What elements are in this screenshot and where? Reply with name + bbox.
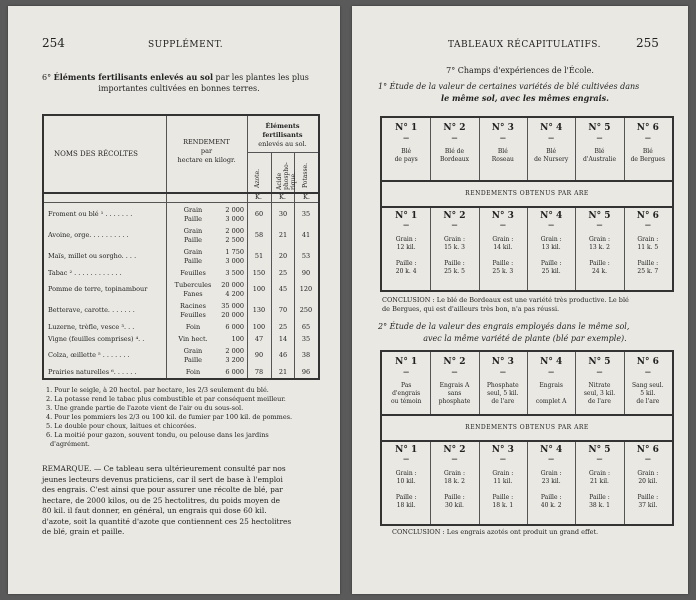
paille-value: 40 k. 2 [540,502,562,509]
plot-number: N° 4 [540,211,563,221]
crop-part: Grain [183,227,203,235]
plot-label: Bordeaux [439,156,470,163]
grain-value: 12 kil. [396,244,416,251]
study2-title: 2° Étude de la valeur des engrais employés dans le même sol, [378,322,630,331]
azote-value: 90 [254,351,264,359]
col-header-rendement: RENDEMENT par hectare en kilogr. [177,138,236,164]
plot-number: N° 1 [395,211,418,221]
variety-grid [380,116,674,292]
potasse-value: 35 [301,335,311,343]
acide-value: 20 [278,252,288,260]
paille-label: Paille : [540,494,562,501]
crop-part: Paille [183,356,203,364]
dash-mark: — [403,456,410,463]
paille-value: 25 k. 3 [492,268,514,275]
plot-label: seul, 3 kil. [583,390,616,397]
dash-mark: — [596,369,603,376]
dash-mark: — [403,369,410,376]
paille-value: 30 kil. [445,502,464,509]
paille-label: Paille : [395,260,417,267]
section-title-line2: importantes cultivées en bonnes terres. [98,84,260,93]
footnotes [46,386,336,449]
plot-label: de l'are [636,398,660,405]
grain-label: Grain : [444,470,465,477]
dash-mark: — [548,369,555,376]
footnote: 5. Le double pour choux, laitues et chicorées. [46,422,197,430]
crop-name: Betterave, carotte. . . . . . . [48,306,135,314]
yield-value: 20 000 [221,311,244,319]
crop-name: Vigne (feuilles comprises) ⁴. . [48,335,145,343]
yield-value: 100 [231,335,244,343]
plot-number: N° 2 [443,445,466,455]
plot-number: N° 6 [636,123,659,133]
conclusion-2: CONCLUSION : Les engrais azotés ont produit un grand effet. [392,528,599,536]
crop-part: Paille [183,215,203,223]
acide-value: 70 [278,306,288,314]
plot-number: N° 3 [491,357,514,367]
grain-label: Grain : [492,470,514,477]
dash-mark: — [644,456,651,463]
grain-label: Grain : [637,470,659,477]
crop-part: Paille [183,236,203,244]
plot-label: ou témoin [390,398,422,405]
yield-value: 2 000 [225,227,244,235]
unit-k: K. [255,193,262,201]
plot-number: N° 3 [491,211,514,221]
azote-value: 47 [254,335,264,343]
footnote: 1. Pour le seigle, à 20 hectol. par hectare, les 2/3 seulement du blé. [46,386,269,394]
azote-value: 58 [254,231,264,239]
crop-part: Fanes [183,290,203,298]
plot-number: N° 3 [491,445,514,455]
dash-mark: — [596,456,603,463]
yield-value: 3 200 [225,356,244,364]
grain-label: Grain : [492,236,514,243]
yield-value: 6 000 [225,368,244,376]
potasse-value: 38 [301,351,311,359]
potasse-value: 250 [299,306,313,314]
grain-value: 15 k. 3 [444,244,465,251]
paille-value: 25 kil. [541,268,561,275]
plot-label: d'engrais [392,390,421,397]
paille-label: Paille : [444,260,465,267]
crop-part: Vin hect. [178,335,208,343]
plot-label: Engrais [539,382,563,389]
grain-label: Grain : [637,236,659,243]
plot-number: N° 3 [491,123,514,133]
grain-label: Grain : [395,236,417,243]
plot-number: N° 5 [588,357,611,367]
sub-header-potasse: Potasse. [302,162,309,188]
dash-mark: — [644,222,651,229]
potasse-value: 90 [301,269,311,277]
plot-number: N° 2 [443,211,466,221]
running-header: TABLEAUX RÉCAPITULATIFS. [448,40,601,50]
paille-value: 24 k. [591,268,608,275]
grain-value: 11 k. 5 [637,244,659,251]
acide-value: 30 [278,210,288,218]
plot-label: Phosphate [486,382,519,389]
unit-k: K. [279,193,286,201]
plot-label: Sang seul. [632,382,664,389]
paille-label: Paille : [589,494,610,501]
grain-label: Grain : [540,236,562,243]
crop-name: Pomme de terre, topinambour [48,285,148,293]
dash-mark: — [499,456,506,463]
plot-number: N° 5 [588,211,611,221]
potasse-value: 96 [301,368,311,376]
sub-header-acide: Acide phospho-rique. [276,162,297,190]
grain-label: Grain : [589,236,610,243]
plot-label: seul, 5 kil. [487,390,519,397]
plot-number: N° 4 [540,357,563,367]
paille-label: Paille : [444,494,465,501]
plot-number: N° 1 [395,445,418,455]
dash-mark: — [499,135,506,142]
yield-value: 3 500 [225,269,244,277]
dash-mark: — [548,222,555,229]
azote-value: 60 [254,210,264,218]
grain-value: 23 kil. [541,478,561,485]
paille-label: Paille : [589,260,610,267]
running-header: SUPPLÉMENT. [148,40,224,50]
plot-label: Blé de [444,148,465,155]
page-number: 254 [42,36,65,50]
sub-header-azote: Azote. [254,169,261,188]
yield-value: 1 750 [225,248,244,256]
paille-label: Paille : [395,494,417,501]
crop-part: Tubercules [174,281,212,289]
yield-value: 6 000 [225,323,244,331]
crop-name: Maïs, millet ou sorgho. . . . [48,252,137,260]
fertilizer-table [42,114,320,380]
yield-value: 35 000 [221,302,244,310]
crop-part: Foin [185,368,201,376]
plot-label: 5 kil. [640,390,656,397]
unit-k: K. [303,193,310,201]
plot-label: Pas [400,382,412,389]
acide-value: 14 [278,335,288,343]
grain-value: 14 kil. [493,244,513,251]
paille-label: Paille : [637,260,659,267]
grain-value: 11 kil. [493,478,513,485]
dash-mark: — [499,222,506,229]
yield-value: 20 000 [221,281,244,289]
right-page [352,6,688,594]
grain-label: Grain : [589,470,610,477]
plot-label: de pays [394,156,418,163]
plot-number: N° 5 [588,445,611,455]
crop-name: Luzerne, trèfle, vesce ³. . . [48,323,135,331]
crop-part: Grain [183,347,203,355]
plot-label: de Nursery [534,156,569,163]
plot-label: sans [447,390,462,397]
footnote: 2. La potasse rend le tabac plus combustible et par conséquent meilleur. [46,395,286,403]
plot-label: de l'are [491,398,515,405]
yield-value: 2 500 [225,236,244,244]
crop-part: Foin [185,323,201,331]
plot-label: Nitrate [588,382,611,389]
crop-part: Feuilles [180,269,206,277]
azote-value: 78 [254,368,264,376]
dash-mark: — [403,135,410,142]
grain-label: Grain : [444,236,465,243]
plot-label: Blé [594,148,605,155]
plot-label: Blé [546,148,557,155]
study1-title-line2: le même sol, avec les mêmes engrais. [441,93,609,103]
azote-value: 130 [252,306,266,314]
dash-mark: — [451,222,458,229]
footnote: 4. Pour les pommiers les 2/3 ou 100 kil. de fumier par 100 kil. de pommes. [46,413,293,421]
acide-value: 21 [278,368,288,376]
crop-part: Racines [179,302,206,310]
potasse-value: 53 [301,252,311,260]
footnote: 3. Une grande partie de l'azote vient de l'air ou du sous-sol. [46,404,244,412]
plot-number: N° 4 [540,445,563,455]
plot-label: de l'are [588,398,611,405]
dash-mark: — [451,135,458,142]
remark: REMARQUE. — Ce tableau sera ultérieurement consulté par nos jeunes lecteurs devenus praticiens, car il sert de base à l'emploi des engrais. C'est ainsi que pour assurer une récolte de blé, par hectare, de 2000 kilos, ou de 25 hectolitres, du poids moyen de 80 kil. il faut donner, en général, un engrais qui dose 60 kil. d'azote, soit la quantité d'azote que contiennent ces 25 hectolitres de blé, grain et paille. [42,464,292,536]
dash-mark: — [596,135,603,142]
yield-value: 4 200 [225,290,244,298]
paille-value: 18 kil. [396,502,416,509]
yield-value: 3 000 [225,257,244,265]
azote-value: 150 [252,269,266,277]
azote-value: 100 [252,285,266,293]
acide-value: 25 [278,269,288,277]
potasse-value: 35 [301,210,311,218]
acide-value: 45 [278,285,288,293]
plot-number: N° 4 [540,123,563,133]
dash-mark: — [451,456,458,463]
crop-part: Grain [183,206,203,214]
plot-label: Blé [497,148,508,155]
acide-value: 46 [278,351,288,359]
paille-value: 25 k. 7 [637,268,659,275]
dash-mark: — [403,222,410,229]
study2-title-line2: avec la même variété de plante (blé par exemple). [423,334,627,343]
plot-label: Blé [642,148,653,155]
plot-label: complet A [535,398,567,405]
crop-part: Feuilles [180,311,206,319]
crop-name: Froment ou blé ¹ . . . . . . . [48,210,133,218]
section-title: 7° Champs d'expériences de l'École. [446,66,594,75]
fertilizer-grid [380,350,674,526]
yield-value: 3 000 [225,215,244,223]
dash-mark: — [596,222,603,229]
dash-mark: — [548,135,555,142]
crop-name: Avoine, orge. . . . . . . . . . [48,231,129,239]
plot-label: Engrais A [439,382,470,389]
plot-label: de Bergues [630,156,666,163]
grain-value: 18 k. 2 [444,478,465,485]
azote-value: 100 [252,323,266,331]
grain-value: 13 k. 2 [589,244,610,251]
crop-name: Prairies naturelles ⁶. . . . . . [48,368,137,376]
yield-value: 2 000 [225,347,244,355]
page-number: 255 [636,36,659,50]
potasse-value: 65 [301,323,311,331]
crop-part: Grain [183,248,203,256]
plot-number: N° 6 [636,357,659,367]
paille-value: 18 k. 1 [492,502,514,509]
potasse-value: 41 [301,231,311,239]
plot-label: d'Australie [582,156,616,163]
crop-name: Colza, œillette ⁵ . . . . . . . [48,351,130,359]
col-header-elements: Éléments fertilisants enlevés au sol. [258,122,307,148]
col-header-noms: NOMS DES RÉCOLTES [54,150,138,158]
grain-value: 21 kil. [590,478,609,485]
plot-number: N° 6 [636,211,659,221]
acide-value: 25 [278,323,288,331]
conclusion-1: CONCLUSION : Le blé de Bordeaux est une variété très productive. Le blé de Bergues, qui est d'ailleurs très bon, n'a pas réussi. [382,296,629,313]
paille-value: 25 k. 5 [444,268,465,275]
crop-name: Tabac ² . . . . . . . . . . . . [48,269,122,277]
plot-number: N° 1 [395,357,418,367]
paille-label: Paille : [540,260,562,267]
grain-value: 13 kil. [541,244,561,251]
paille-label: Paille : [492,260,514,267]
paille-label: Paille : [492,494,514,501]
paille-value: 20 k. 4 [395,268,417,275]
plot-label: Roseau [491,156,514,163]
grid-section-label: RENDEMENTS OBTENUS PAR ARE [465,190,589,197]
plot-number: N° 6 [636,445,659,455]
section-title: 6° Éléments fertilisants enlevés au sol par les plantes les plus [42,72,309,82]
grain-value: 10 kil. [396,478,416,485]
dash-mark: — [644,135,651,142]
grain-label: Grain : [540,470,562,477]
plot-number: N° 2 [443,357,466,367]
yield-value: 2 000 [225,206,244,214]
grain-value: 20 kil. [638,478,658,485]
plot-label: phosphate [438,398,471,405]
plot-number: N° 1 [395,123,418,133]
paille-label: Paille : [637,494,659,501]
footnote: d'agrément. [50,440,90,448]
acide-value: 21 [278,231,288,239]
left-page [8,6,340,594]
dash-mark: — [451,369,458,376]
plot-number: N° 2 [443,123,466,133]
grid-section-label: RENDEMENTS OBTENUS PAR ARE [465,424,589,431]
study1-title: 1° Étude de la valeur de certaines variétés de blé cultivées dans [378,82,640,91]
paille-value: 38 k. 1 [589,502,610,509]
grain-label: Grain : [395,470,417,477]
dash-mark: — [548,456,555,463]
azote-value: 51 [254,252,264,260]
dash-mark: — [644,369,651,376]
crop-part: Paille [183,257,203,265]
paille-value: 37 kil. [638,502,658,509]
plot-label: Blé [401,148,412,155]
plot-number: N° 5 [588,123,611,133]
potasse-value: 120 [299,285,313,293]
footnote: 6. La moitié pour gazon, souvent tondu, ou pelouse dans les jardins [46,431,269,439]
dash-mark: — [499,369,506,376]
